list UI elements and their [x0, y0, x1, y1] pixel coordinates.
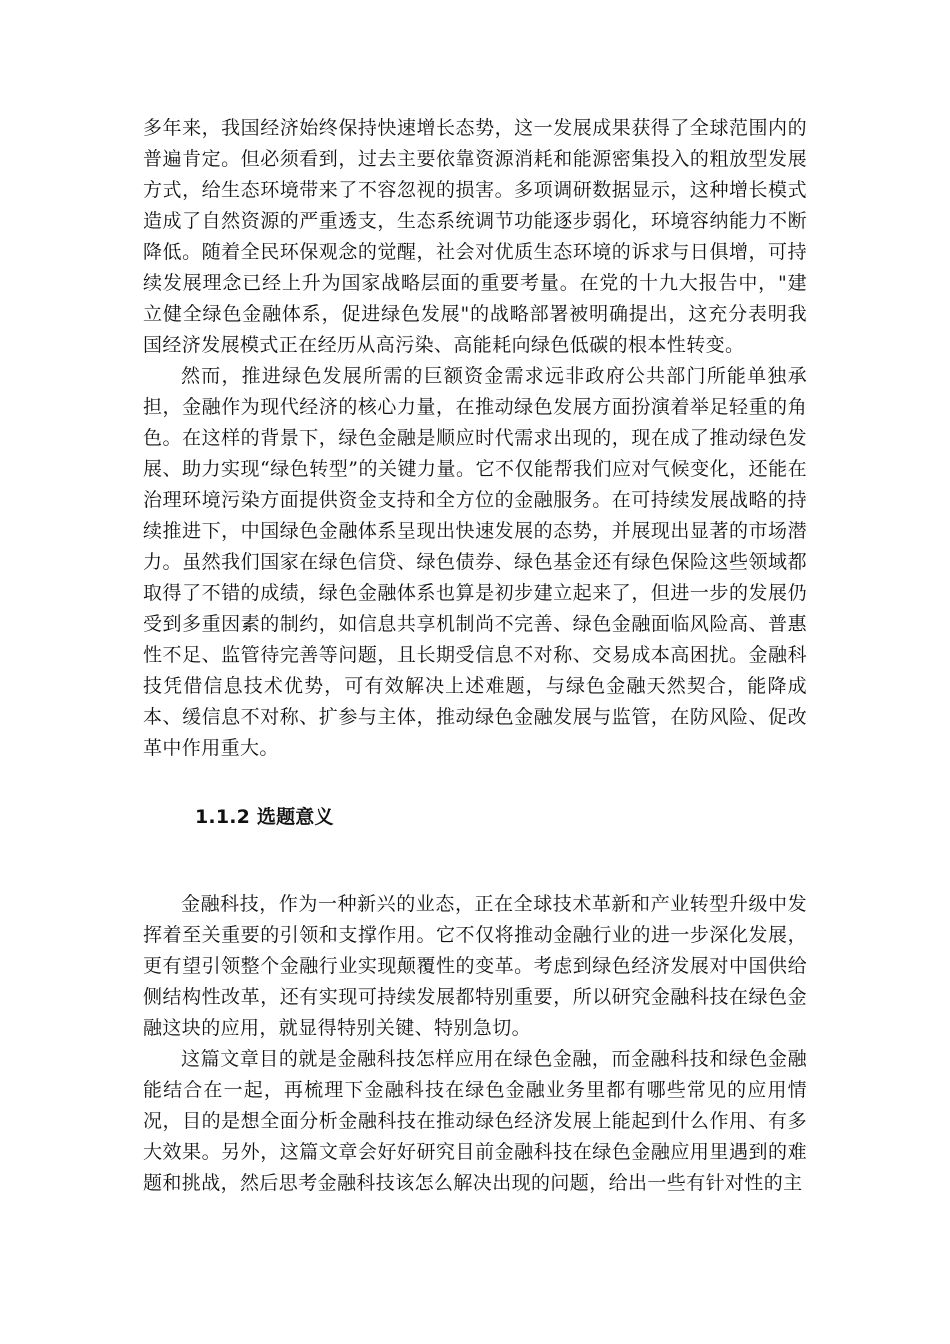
document-body — [143, 113, 807, 1199]
section-heading: 1.1.2 选题意义 — [195, 806, 334, 828]
body-paragraph: 这篇文章目的就是金融科技怎样应用在绿色金融，而金融科技和绿色金融能结合在一起，再梳理下金融科技在绿色金融业务里都有哪些常见的应用情况，目的是想全面分析金融科技在推动绿色经济发展上能起到什么作用、有多大效果。另外，这篇文章会好好研究目前金融科技在绿色金融应用里遇到的难题和挑战，然后思考金融科技该怎么解决出现的问题，给出一些有针对性的主 — [143, 1048, 807, 1194]
body-paragraph: 然而，推进绿色发展所需的巨额资金需求远非政府公共部门所能单独承担，金融作为现代经济的核心力量，在推动绿色发展方面扮演着举足轻重的角色。在这样的背景下，绿色金融是顺应时代需求出现的，现在成了推动绿色发展、助力实现“绿色转型”的关键力量。它不仅能帮我们应对气候变化，还能在治理环境污染方面提供资金支持和全方位的金融服务。在可持续发展战略的持续推进下，中国绿色金融体系呈现出快速发展的态势，并展现出显著的市场潜力。虽然我们国家在绿色信贷、绿色债券、绿色基金还有绿色保险这些领域都取得了不错的成绩，绿色金融体系也算是初步建立起来了，但进一步的发展仍受到多重因素的制约，如信息共享机制尚不完善、绿色金融面临风险高、普惠性不足、监管待完善等问题，且长期受信息不对称、交易成本高困扰。金融科技凭借信息技术优势，可有效解决上述难题，与绿色金融天然契合，能降成本、缓信息不对称、扩参与主体，推动绿色金融发展与监管，在防风险、促改革中作用重大。 — [143, 365, 807, 759]
body-paragraph: 多年来，我国经济始终保持快速增长态势，这一发展成果获得了全球范围内的普遍肯定。但必须看到，过去主要依靠资源消耗和能源密集投入的粗放型发展方式，给生态环境带来了不容忽视的损害。多项调研数据显示，这种增长模式造成了自然资源的严重透支，生态系统调节功能逐步弱化，环境容纳能力不断降低。随着全民环保观念的觉醒，社会对优质生态环境的诉求与日俱增，可持续发展理念已经上升为国家战略层面的重要考量。在党的十九大报告中，"建立健全绿色金融体系，促进绿色发展"的战略部署被明确提出，这充分表明我国经济发展模式正在经历从高污染、高能耗向绿色低碳的根本性转变。 — [143, 117, 807, 356]
body-paragraph: 金融科技，作为一种新兴的业态，正在全球技术革新和产业转型升级中发挥着至关重要的引领和支撑作用。它不仅将推动金融行业的进一步深化发展，更有望引领整个金融行业实现颠覆性的变革。考虑到绿色经济发展对中国供给侧结构性改革，还有实现可持续发展都特别重要，所以研究金融科技在绿色金融这块的应用，就显得特别关键、特别急切。 — [143, 893, 807, 1039]
